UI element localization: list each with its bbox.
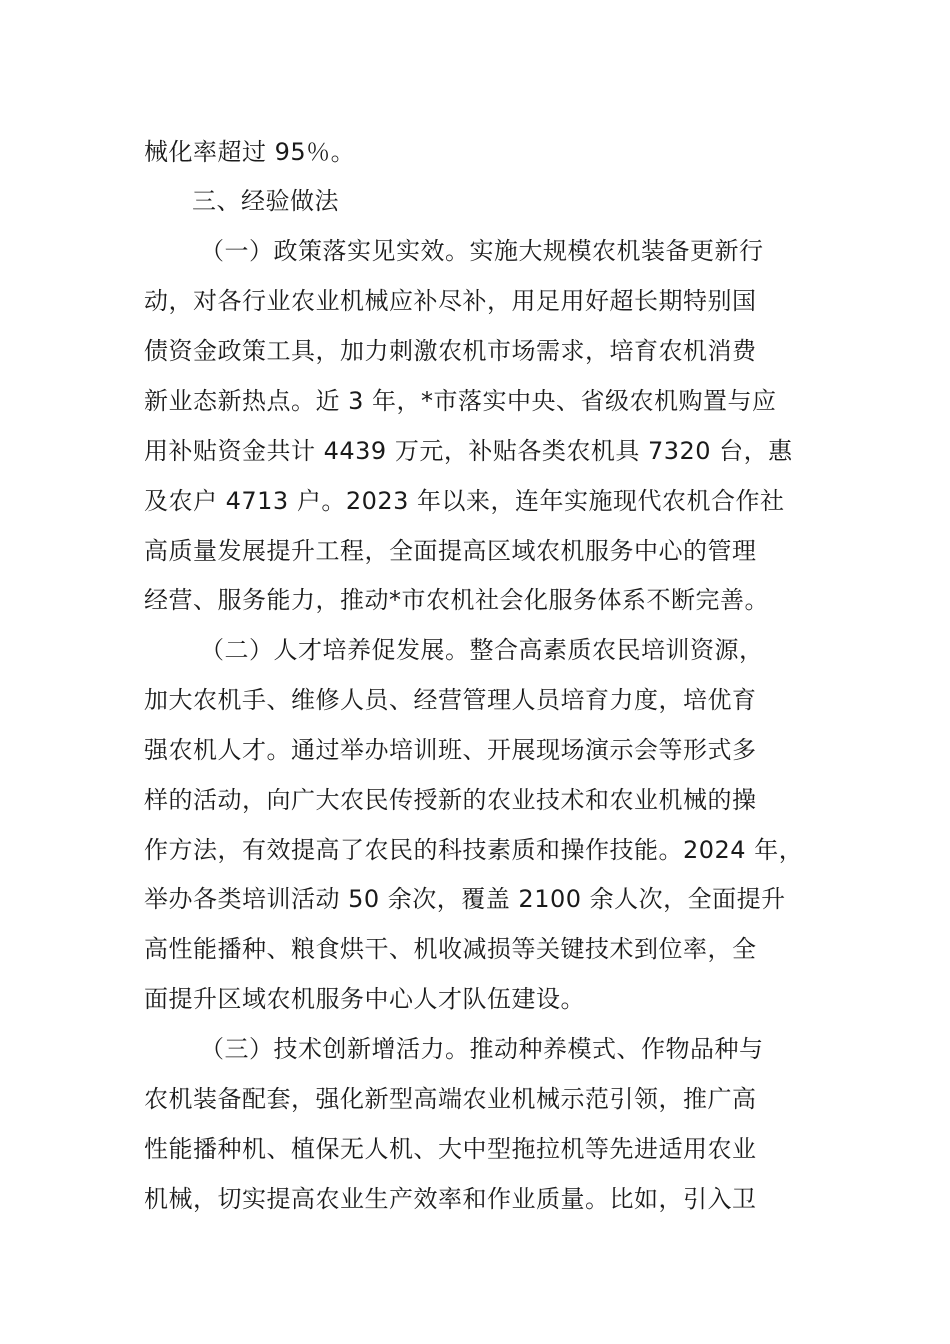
text-line: 强农机人才。通过举办培训班、开展现场演示会等形式多	[144, 736, 757, 764]
text-line: 机械，切实提高农业生产效率和作业质量。比如，引入卫	[144, 1185, 757, 1213]
text-line: 用补贴资金共计 4439 万元，补贴各类农机具 7320 台，惠	[144, 437, 793, 465]
text-line: 性能播种机、植保无人机、大中型拖拉机等先进适用农业	[144, 1135, 757, 1163]
section-heading: 三、经验做法	[192, 187, 339, 215]
text-line: 动，对各行业农业机械应补尽补，用足用好超长期特别国	[144, 287, 757, 315]
text-line: 债资金政策工具，加力刺激农机市场需求，培育农机消费	[144, 337, 757, 365]
text-line: 面提升区域农机服务中心人才队伍建设。	[144, 985, 585, 1013]
text-line: 高质量发展提升工程，全面提高区域农机服务中心的管理	[144, 537, 757, 565]
paragraph-heading-line: （一）政策落实见实效。实施大规模农机装备更新行	[200, 237, 764, 265]
text-line: 加大农机手、维修人员、经营管理人员培育力度，培优育	[144, 686, 757, 714]
text-line: 新业态新热点。近 3 年，*市落实中央、省级农机购置与应	[144, 387, 777, 415]
text-line: 高性能播种、粮食烘干、机收减损等关键技术到位率，全	[144, 935, 757, 963]
paragraph-heading-line: （三）技术创新增活力。推动种养模式、作物品种与	[200, 1035, 764, 1063]
text-line: 作方法，有效提高了农民的科技素质和操作技能。2024 年，	[144, 836, 804, 864]
paragraph-heading-line: （二）人才培养促发展。整合高素质农民培训资源，	[200, 636, 764, 664]
text-line: 样的活动，向广大农民传授新的农业技术和农业机械的操	[144, 786, 757, 814]
text-line: 农机装备配套，强化新型高端农业机械示范引领，推广高	[144, 1085, 757, 1113]
text-line: 械化率超过 95％。	[144, 138, 356, 166]
text-line: 举办各类培训活动 50 余次，覆盖 2100 余人次，全面提升	[144, 885, 786, 913]
text-line: 经营、服务能力，推动*市农机社会化服务体系不断完善。	[144, 586, 769, 614]
text-line: 及农户 4713 户。2023 年以来，连年实施现代农机合作社	[144, 487, 785, 515]
